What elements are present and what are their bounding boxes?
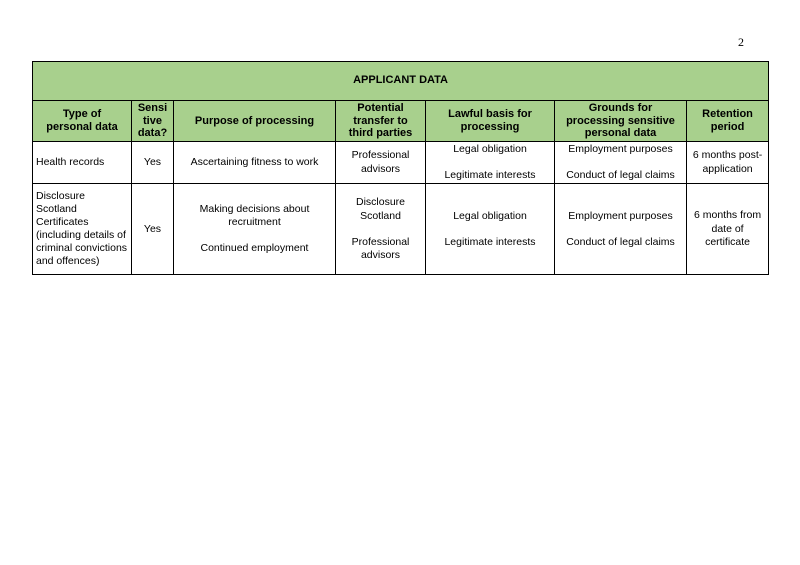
cell-purpose: Ascertaining fitness to work <box>174 141 336 183</box>
table-row <box>33 184 769 275</box>
table-title-row <box>33 62 769 101</box>
header-potential-transfer: Potential transfer to third parties <box>336 101 426 142</box>
cell-lawful-basis: Legal obligation Legitimate interests <box>426 141 555 183</box>
header-lawful-basis: Lawful basis for processing <box>426 101 555 142</box>
cell-lawful-basis: Legal obligation Legitimate interests <box>426 184 555 275</box>
table-header-row <box>33 101 769 142</box>
cell-type: Health records <box>33 141 132 183</box>
table-title: APPLICANT DATA <box>33 62 769 101</box>
cell-sensitive: Yes <box>132 184 174 275</box>
cell-sensitive: Yes <box>132 141 174 183</box>
header-grounds-sensitive: Grounds for processing sensitive personal data <box>555 101 687 142</box>
cell-retention: 6 months from date of certificate <box>687 184 769 275</box>
header-purpose-of-processing: Purpose of processing <box>174 101 336 142</box>
header-sensitive-data: Sensi tive data? <box>132 101 174 142</box>
header-type-of-personal-data: Type of personal data <box>33 101 132 142</box>
cell-retention: 6 months post-application <box>687 141 769 183</box>
page-number: 2 <box>738 35 744 49</box>
applicant-data-table <box>32 61 769 275</box>
table-row <box>33 141 769 183</box>
cell-transfer: Professional advisors <box>336 141 426 183</box>
cell-grounds: Employment purposes Conduct of legal claims <box>555 184 687 275</box>
header-retention-period: Retention period <box>687 101 769 142</box>
cell-purpose: Making decisions about recruitment Continued employment <box>174 184 336 275</box>
cell-type: Disclosure Scotland Certificates (including details of criminal convictions and offences) <box>33 184 132 275</box>
cell-transfer: Disclosure Scotland Professional advisors <box>336 184 426 275</box>
cell-grounds: Employment purposes Conduct of legal claims <box>555 141 687 183</box>
